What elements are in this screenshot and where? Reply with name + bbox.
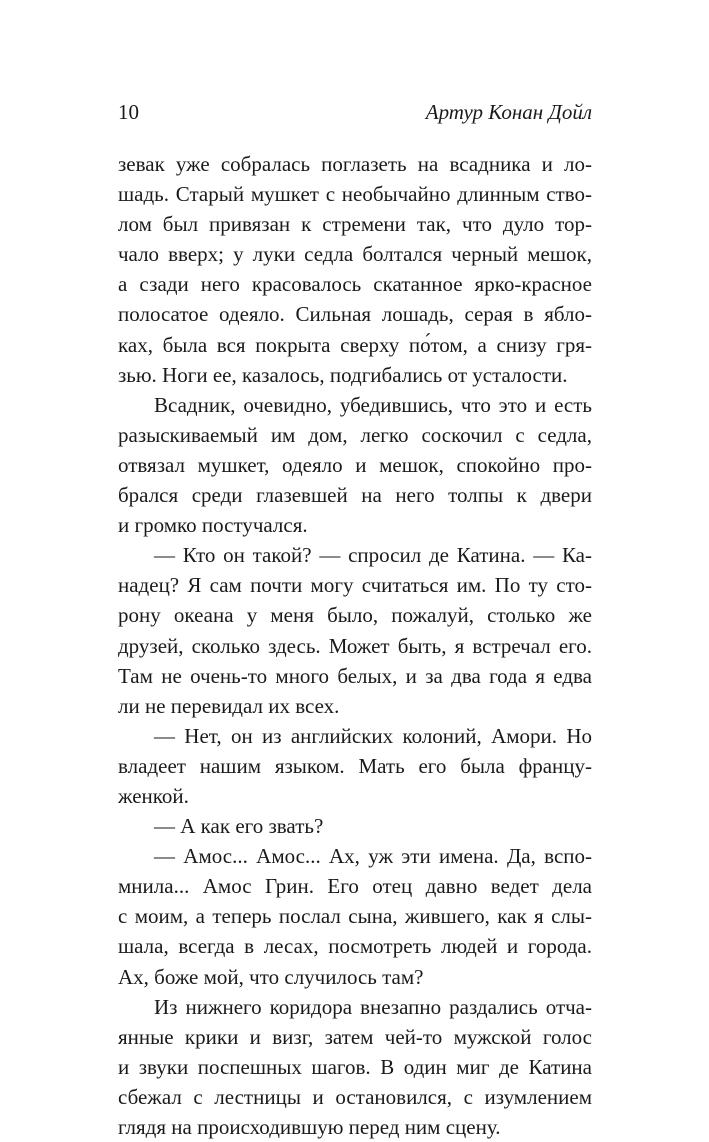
text-line: — Кто он такой? — спросил де Катина. — Ка- bbox=[154, 543, 592, 568]
text-line: — А как его звать? bbox=[154, 814, 324, 839]
running-head bbox=[118, 97, 592, 127]
running-title: Артур Конан Дойл bbox=[425, 100, 592, 124]
text-line: владеет нашим языком. Мать его была францу- bbox=[118, 753, 592, 778]
text-line: и звуки поспешных шагов. В один миг де Катина bbox=[118, 1054, 592, 1079]
text-line: чало вверх; у луки седла болтался черный мешок, bbox=[118, 242, 592, 267]
text-line: с моим, а теперь послал сына, жившего, как я слы- bbox=[118, 904, 592, 929]
text-line: и громко постучался. bbox=[118, 513, 308, 538]
text-line: сбежал с лестницы и остановился, с изумлением bbox=[118, 1084, 592, 1109]
text-line: ках, была вся покрыта сверху по́том, а снизу гря- bbox=[118, 332, 592, 357]
text-line: шадь. Старый мушкет с необычайно длинным ство- bbox=[118, 182, 592, 207]
text-line: надец? Я сам почти могу считаться им. По ту сто- bbox=[118, 573, 592, 598]
text-line: брался среди глазевшей на него толпы к двери bbox=[118, 483, 592, 508]
text-line: ли не перевидал их всех. bbox=[118, 693, 340, 718]
text-line: — Нет, он из английских колоний, Амори. Но bbox=[154, 723, 592, 748]
text-line: друзей, сколько здесь. Может быть, я встречал его. bbox=[118, 633, 592, 658]
page-number: 10 bbox=[118, 100, 139, 124]
text-line: Из нижнего коридора внезапно раздались отча- bbox=[154, 994, 592, 1019]
body-text bbox=[118, 149, 592, 1142]
text-line: Ах, боже мой, что случилось там? bbox=[118, 964, 424, 989]
text-line: женкой. bbox=[118, 783, 189, 808]
text-line: рону океана у меня было, пожалуй, столько же bbox=[118, 603, 592, 628]
text-line: а сзади него красовалось скатанное ярко-красное bbox=[118, 272, 592, 297]
text-line: лом был привязан к стремени так, что дуло тор- bbox=[118, 212, 592, 237]
text-line: глядя на происходившую перед ним сцену. bbox=[118, 1115, 501, 1139]
text-line: — Амос... Амос... Ах, уж эти имена. Да, вспо- bbox=[154, 844, 592, 869]
text-line: янные крики и визг, затем чей-то мужской голос bbox=[118, 1024, 592, 1049]
text-line: Всадник, очевидно, убедившись, что это и есть bbox=[154, 392, 592, 417]
text-line: Там не очень-то много белых, и за два года я едва bbox=[118, 663, 592, 688]
text-line: мнила... Амос Грин. Его отец давно ведет дела bbox=[118, 874, 592, 899]
text-line: шала, всегда в лесах, посмотреть людей и города. bbox=[118, 934, 592, 959]
text-line: полосатое одеяло. Сильная лошадь, серая в ябло- bbox=[118, 302, 592, 327]
text-line: отвязал мушкет, одеяло и мешок, спокойно про- bbox=[118, 452, 592, 477]
text-line: зевак уже собралась поглазеть на всадника и ло- bbox=[118, 152, 592, 176]
text-line: зью. Ноги ее, казалось, подгибались от усталости. bbox=[118, 362, 568, 387]
text-line: разыскиваемый им дом, легко соскочил с седла, bbox=[118, 422, 592, 447]
